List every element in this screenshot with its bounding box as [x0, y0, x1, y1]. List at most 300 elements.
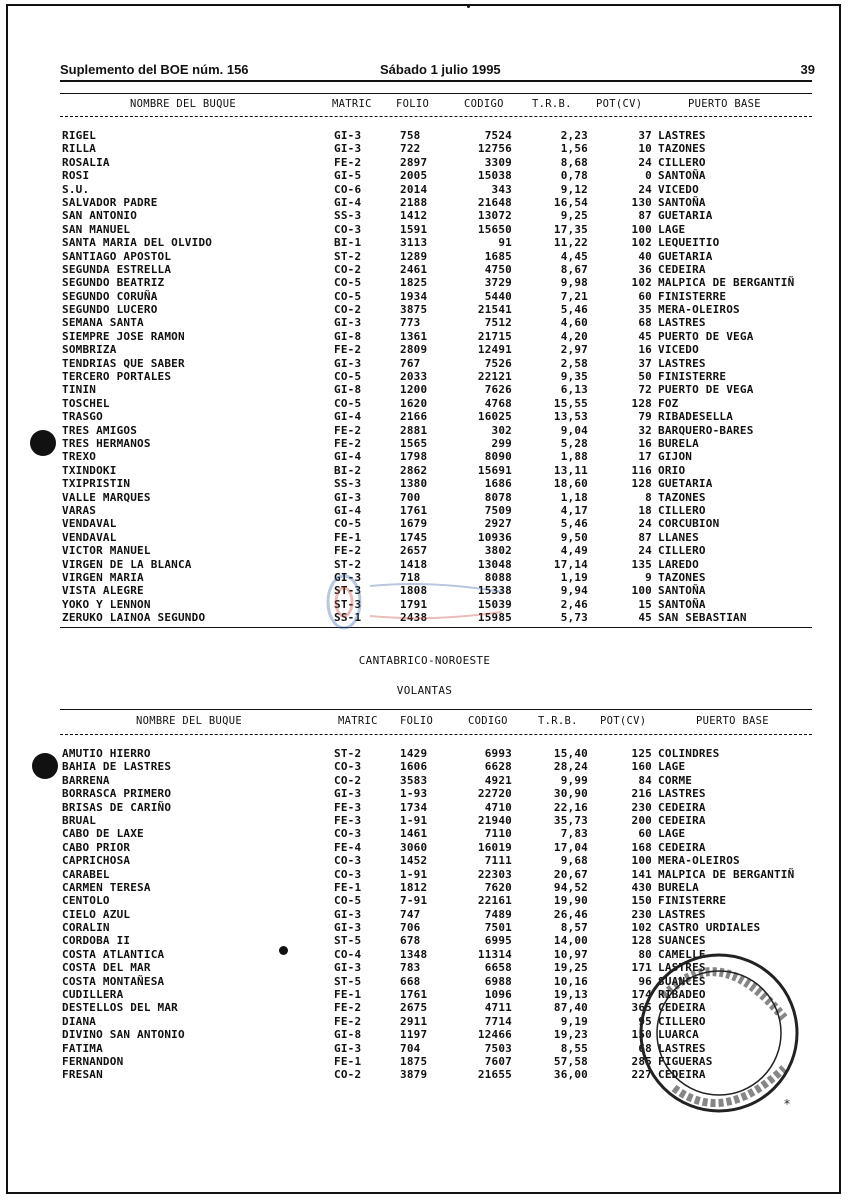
potencia: 10 [638, 142, 652, 156]
vessel-name: YOKO Y LENNON [62, 597, 151, 611]
codigo: 7509 [484, 503, 512, 517]
matricula: CO-2 [334, 773, 362, 787]
vessel-name: DIVINO SAN ANTONIO [62, 1028, 185, 1042]
codigo: 3729 [484, 276, 512, 290]
folio: 678 [400, 934, 421, 948]
codigo: 91 [498, 236, 512, 250]
vessel-name: FRESAN [62, 1068, 103, 1082]
potencia: 171 [631, 961, 652, 975]
puerto-base: LASTRES [658, 961, 706, 975]
table-row [60, 290, 820, 303]
trb: 57,58 [553, 1054, 588, 1068]
codigo: 343 [491, 182, 512, 196]
vessel-name: SOMBRIZA [62, 343, 117, 357]
potencia: 32 [638, 423, 652, 437]
codigo: 22303 [477, 867, 512, 881]
matricula: CO-5 [334, 517, 362, 531]
codigo: 12466 [477, 1028, 512, 1042]
codigo: 10936 [477, 530, 512, 544]
vessel-name: BARRENA [62, 773, 110, 787]
potencia: 18 [638, 503, 652, 517]
table1-column-header [60, 98, 812, 112]
table-row [60, 209, 820, 222]
vessel-name: RIGEL [62, 129, 97, 142]
codigo: 1096 [484, 988, 512, 1002]
table1-dash-rule [60, 116, 812, 117]
folio: 1197 [400, 1028, 428, 1042]
matricula: GI-4 [334, 450, 362, 464]
puerto-base: MALPICA DE BERGANTIÑ [658, 867, 795, 881]
matricula: FE-2 [334, 1014, 362, 1028]
folio: 3879 [400, 1068, 428, 1082]
folio: 1761 [400, 503, 428, 517]
potencia: 68 [638, 316, 652, 330]
table-row [60, 330, 820, 343]
puerto-base: FINISTERRE [658, 289, 727, 303]
folio: 2033 [400, 370, 428, 384]
table-row [60, 908, 820, 921]
publication-date: Sábado 1 julio 1995 [380, 62, 501, 77]
matricula: CO-2 [334, 262, 362, 276]
table-row [60, 531, 820, 544]
potencia: 160 [631, 760, 652, 774]
folio: 2188 [400, 195, 428, 209]
matricula: GI-4 [334, 195, 362, 209]
puerto-base: LASTRES [658, 316, 706, 330]
page-number: 39 [800, 62, 815, 77]
folio: 704 [400, 1041, 421, 1055]
trb: 9,68 [560, 854, 588, 868]
puerto-base: GUETARIA [658, 209, 713, 223]
folio: 722 [400, 142, 421, 156]
trb: 2,23 [560, 129, 588, 142]
folio: 1875 [400, 1054, 428, 1068]
codigo: 12756 [477, 142, 512, 156]
vessel-name: FERNANDON [62, 1054, 124, 1068]
trb: 1,56 [560, 142, 588, 156]
puerto-base: PUERTO DE VEGA [658, 329, 754, 343]
potencia: 87 [638, 209, 652, 223]
puerto-base: VICEDO [658, 182, 699, 196]
puerto-base: FOZ [658, 396, 679, 410]
vessel-name: BRUAL [62, 813, 97, 827]
matricula: ST-5 [334, 974, 362, 988]
folio: 2005 [400, 169, 428, 183]
codigo: 4768 [484, 396, 512, 410]
table-row [60, 814, 820, 827]
table-row [60, 760, 820, 773]
potencia: 84 [638, 773, 652, 787]
col-codigo: CODIGO [464, 98, 504, 110]
vessel-name: VENDAVAL [62, 517, 117, 531]
folio: 783 [400, 961, 421, 975]
trb: 28,24 [553, 760, 588, 774]
puerto-base: PUERTO DE VEGA [658, 383, 754, 397]
potencia: 16 [638, 436, 652, 450]
matricula: FE-2 [334, 436, 362, 450]
codigo: 13072 [477, 209, 512, 223]
potencia: 135 [631, 557, 652, 571]
trb: 8,67 [560, 262, 588, 276]
potencia: 60 [638, 827, 652, 841]
table2-top-rule [60, 709, 812, 710]
puerto-base: LAGE [658, 760, 686, 774]
codigo: 16019 [477, 840, 512, 854]
potencia: 150 [631, 894, 652, 908]
codigo: 7524 [484, 129, 512, 142]
trb: 19,23 [553, 1028, 588, 1042]
puerto-base: ORIO [658, 463, 686, 477]
puerto-base: GIJON [658, 450, 693, 464]
trb: 9,04 [560, 423, 588, 437]
trb: 30,90 [553, 787, 588, 801]
potencia: 128 [631, 477, 652, 491]
puerto-base: RIBADESELLA [658, 410, 734, 424]
vessel-name: BRISAS DE CARIÑO [62, 800, 172, 814]
potencia: 130 [631, 195, 652, 209]
codigo: 21648 [477, 195, 512, 209]
table-row [60, 934, 820, 947]
vessel-name: COSTA DEL MAR [62, 961, 151, 975]
codigo: 6628 [484, 760, 512, 774]
vessel-name: SANTA MARIA DEL OLVIDO [62, 236, 213, 250]
trb: 4,49 [560, 544, 588, 558]
vessel-name: SIEMPRE JOSE RAMON [62, 329, 185, 343]
folio: 1-91 [400, 867, 428, 881]
matricula: GI-3 [334, 356, 362, 370]
table-row [60, 894, 820, 907]
folio: 2675 [400, 1001, 428, 1015]
potencia: 96 [638, 974, 652, 988]
trb: 4,45 [560, 249, 588, 263]
matricula: BI-2 [334, 463, 362, 477]
folio: 2881 [400, 423, 428, 437]
vessel-name: RILLA [62, 142, 97, 156]
matricula: SS-1 [334, 611, 362, 625]
potencia: 60 [638, 289, 652, 303]
trb: 1,19 [560, 570, 588, 584]
trb: 35,73 [553, 813, 588, 827]
puerto-base: CILLERO [658, 503, 706, 517]
matricula: ST-2 [334, 249, 362, 263]
col-nombre: NOMBRE DEL BUQUE [130, 98, 236, 110]
trb: 9,98 [560, 276, 588, 290]
matricula: ST-3 [334, 584, 362, 598]
puerto-base: SUANCES [658, 974, 706, 988]
folio: 2438 [400, 611, 428, 625]
table-row [60, 544, 820, 557]
puerto-base: CILLERO [658, 1014, 706, 1028]
trb: 1,18 [560, 490, 588, 504]
folio: 2657 [400, 544, 428, 558]
folio: 1289 [400, 249, 428, 263]
folio: 2166 [400, 410, 428, 424]
codigo: 7620 [484, 880, 512, 894]
vessel-name: VENDAVAL [62, 530, 117, 544]
matricula: FE-2 [334, 155, 362, 169]
table-row [60, 921, 820, 934]
vessel-name: TRES HERMANOS [62, 436, 151, 450]
potencia: 141 [631, 867, 652, 881]
puerto-base: SUANCES [658, 934, 706, 948]
col-folio: FOLIO [400, 715, 434, 727]
folio: 3060 [400, 840, 428, 854]
codigo: 7501 [484, 921, 512, 935]
table-row [60, 774, 820, 787]
table-row [60, 196, 820, 209]
table-row [60, 477, 820, 490]
table-row [60, 558, 820, 571]
puerto-base: COLINDRES [658, 747, 720, 760]
vessel-name: TRASGO [62, 410, 103, 424]
codigo: 1686 [484, 477, 512, 491]
trb: 7,21 [560, 289, 588, 303]
trb: 20,67 [553, 867, 588, 881]
col-trb: T.R.B. [538, 715, 578, 727]
matricula: ST-2 [334, 747, 362, 760]
codigo: 22720 [477, 787, 512, 801]
folio: 1429 [400, 747, 428, 760]
codigo: 6658 [484, 961, 512, 975]
potencia: 230 [631, 907, 652, 921]
trb: 19,90 [553, 894, 588, 908]
trb: 6,13 [560, 383, 588, 397]
trb: 9,50 [560, 530, 588, 544]
potencia: 8 [645, 490, 652, 504]
folio: 773 [400, 316, 421, 330]
codigo: 21541 [477, 303, 512, 317]
codigo: 15691 [477, 463, 512, 477]
matricula: CO-3 [334, 827, 362, 841]
vessel-name: CORDOBA II [62, 934, 131, 948]
table-row [60, 424, 820, 437]
matricula: GI-4 [334, 503, 362, 517]
codigo: 15038 [477, 169, 512, 183]
codigo: 15039 [477, 597, 512, 611]
folio: 1361 [400, 329, 428, 343]
matricula: GI-4 [334, 410, 362, 424]
puerto-base: CEDEIRA [658, 1068, 706, 1082]
trb: 11,22 [553, 236, 588, 250]
puerto-base: LASTRES [658, 129, 706, 142]
codigo: 299 [491, 436, 512, 450]
table2-dash-rule [60, 734, 812, 735]
matricula: ST-5 [334, 934, 362, 948]
puerto-base: LAREDO [658, 557, 699, 571]
codigo: 7111 [484, 854, 512, 868]
potencia: 24 [638, 182, 652, 196]
folio: 3875 [400, 303, 428, 317]
matricula: FE-3 [334, 813, 362, 827]
folio: 1591 [400, 222, 428, 236]
vessel-name: SEGUNDO LUCERO [62, 303, 158, 317]
trb: 10,16 [553, 974, 588, 988]
puerto-base: TAZONES [658, 490, 706, 504]
trb: 2,97 [560, 343, 588, 357]
potencia: 68 [638, 1041, 652, 1055]
codigo: 6993 [484, 747, 512, 760]
puerto-base: FINISTERRE [658, 894, 727, 908]
matricula: GI-3 [334, 1041, 362, 1055]
potencia: 24 [638, 517, 652, 531]
folio: 1380 [400, 477, 428, 491]
vessel-name: CENTOLO [62, 894, 110, 908]
matricula: CO-5 [334, 370, 362, 384]
puerto-base: BURELA [658, 436, 699, 450]
vessel-name: SAN ANTONIO [62, 209, 138, 223]
table-row [60, 881, 820, 894]
matricula: CO-2 [334, 1068, 362, 1082]
codigo: 7110 [484, 827, 512, 841]
vessel-name: DESTELLOS DEL MAR [62, 1001, 178, 1015]
puerto-base: MERA-OLEIROS [658, 854, 740, 868]
potencia: 9 [645, 570, 652, 584]
puerto-base: MALPICA DE BERGANTIÑ [658, 276, 795, 290]
vessel-name: SEGUNDA ESTRELLA [62, 262, 172, 276]
folio: 2461 [400, 262, 428, 276]
matricula: CO-6 [334, 182, 362, 196]
matricula: ST-3 [334, 597, 362, 611]
codigo: 8078 [484, 490, 512, 504]
trb: 4,60 [560, 316, 588, 330]
puerto-base: LASTRES [658, 787, 706, 801]
potencia: 72 [638, 383, 652, 397]
vessel-name: TOSCHEL [62, 396, 110, 410]
potencia: 128 [631, 934, 652, 948]
matricula: GI-3 [334, 142, 362, 156]
col-nombre: NOMBRE DEL BUQUE [136, 715, 242, 727]
col-puerto: PUERTO BASE [696, 715, 769, 727]
matricula: FE-4 [334, 840, 362, 854]
puerto-base: CEDEIRA [658, 813, 706, 827]
vessel-name: ZERUKO LAINOA SEGUNDO [62, 611, 206, 625]
trb: 15,40 [553, 747, 588, 760]
table-row [60, 129, 820, 142]
folio: 700 [400, 490, 421, 504]
region-title: CANTABRICO-NOROESTE [358, 654, 491, 667]
trb: 9,99 [560, 773, 588, 787]
folio: 1-91 [400, 813, 428, 827]
table-row [60, 801, 820, 814]
potencia: 150 [631, 1028, 652, 1042]
codigo: 8088 [484, 570, 512, 584]
col-trb: T.R.B. [532, 98, 572, 110]
vessel-name: CABO PRIOR [62, 840, 131, 854]
table-row [60, 827, 820, 840]
codigo: 1685 [484, 249, 512, 263]
vessel-name: CARABEL [62, 867, 110, 881]
codigo: 7626 [484, 383, 512, 397]
folio: 758 [400, 129, 421, 142]
trb: 9,12 [560, 182, 588, 196]
matricula: SS-3 [334, 209, 362, 223]
codigo: 12491 [477, 343, 512, 357]
matricula: GI-8 [334, 383, 362, 397]
ink-speck [467, 5, 470, 8]
codigo: 7489 [484, 907, 512, 921]
puerto-base: TAZONES [658, 570, 706, 584]
codigo: 22161 [477, 894, 512, 908]
punch-hole-icon [32, 753, 58, 779]
folio: 1825 [400, 276, 428, 290]
matricula: GI-3 [334, 961, 362, 975]
folio: 2809 [400, 343, 428, 357]
matricula: CO-3 [334, 867, 362, 881]
table-row [60, 142, 820, 155]
folio: 1461 [400, 827, 428, 841]
table-row [60, 276, 820, 289]
codigo: 7512 [484, 316, 512, 330]
puerto-base: SANTOÑA [658, 584, 706, 598]
matricula: ST-2 [334, 557, 362, 571]
potencia: 35 [638, 303, 652, 317]
table-row [60, 383, 820, 396]
trb: 0,78 [560, 169, 588, 183]
potencia: 227 [631, 1068, 652, 1082]
trb: 17,14 [553, 557, 588, 571]
vessel-name: COSTA MONTAÑESA [62, 974, 165, 988]
folio: 1200 [400, 383, 428, 397]
puerto-base: LUARCA [658, 1028, 699, 1042]
folio: 767 [400, 356, 421, 370]
matricula: GI-3 [334, 129, 362, 142]
folio: 1418 [400, 557, 428, 571]
matricula: CO-3 [334, 760, 362, 774]
vessel-name: TERCERO PORTALES [62, 370, 172, 384]
vessel-name: ROSI [62, 169, 90, 183]
watermark-seal-icon [322, 572, 522, 638]
folio: 1934 [400, 289, 428, 303]
puerto-base: LASTRES [658, 356, 706, 370]
codigo: 3309 [484, 155, 512, 169]
col-folio: FOLIO [396, 98, 430, 110]
codigo: 16025 [477, 410, 512, 424]
matricula: FE-2 [334, 343, 362, 357]
folio: 3583 [400, 773, 428, 787]
potencia: 45 [638, 611, 652, 625]
potencia: 100 [631, 854, 652, 868]
trb: 16,54 [553, 195, 588, 209]
matricula: CO-5 [334, 276, 362, 290]
matricula: SS-3 [334, 477, 362, 491]
puerto-base: SANTOÑA [658, 195, 706, 209]
vessel-name: VICTOR MANUEL [62, 544, 151, 558]
trb: 1,88 [560, 450, 588, 464]
punch-hole-icon [30, 430, 56, 456]
table-row [60, 787, 820, 800]
table-row [60, 183, 820, 196]
vessel-name: SALVADOR PADRE [62, 195, 158, 209]
matricula: GI-5 [334, 169, 362, 183]
vessel-name: TININ [62, 383, 97, 397]
trb: 94,52 [553, 880, 588, 894]
table-row [60, 303, 820, 316]
potencia: 102 [631, 236, 652, 250]
folio: 3113 [400, 236, 428, 250]
table-row [60, 517, 820, 530]
codigo: 6988 [484, 974, 512, 988]
table1 [60, 129, 820, 624]
puerto-base: CORME [658, 773, 693, 787]
page-header [60, 62, 815, 80]
vessel-name: BAHIA DE LASTRES [62, 760, 172, 774]
puerto-base: BARQUERO-BARES [658, 423, 754, 437]
puerto-base: CILLERO [658, 155, 706, 169]
potencia: 116 [631, 463, 652, 477]
trb: 4,17 [560, 503, 588, 517]
puerto-base: CEDEIRA [658, 1001, 706, 1015]
folio: 668 [400, 974, 421, 988]
